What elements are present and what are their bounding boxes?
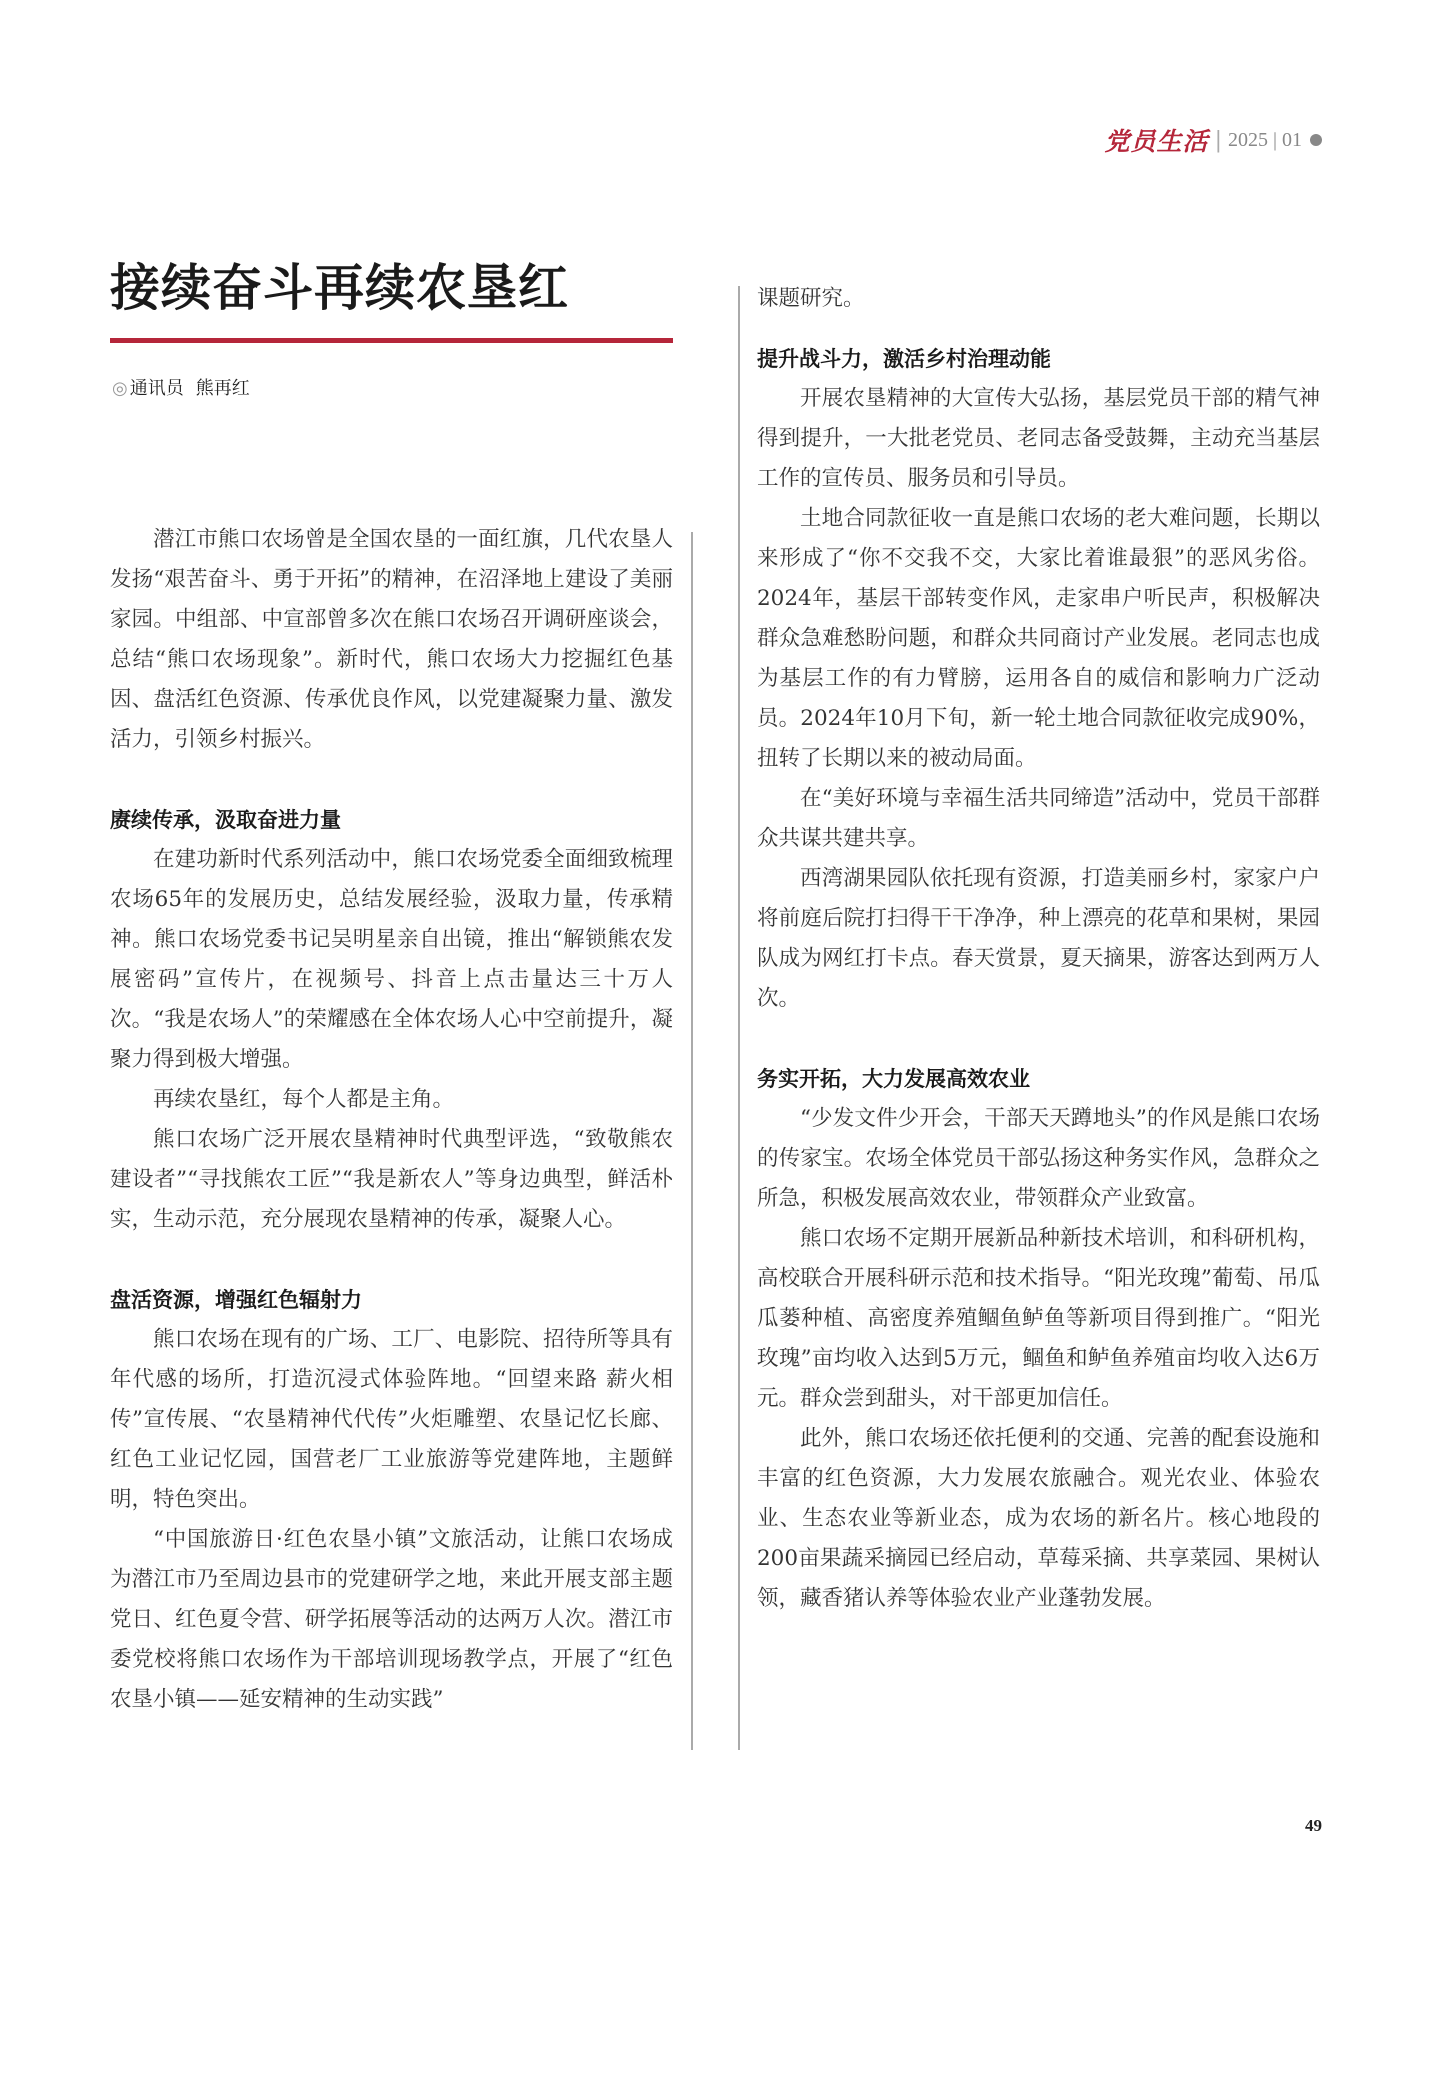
byline xyxy=(112,374,250,400)
paragraph: 土地合同款征收一直是熊口农场的老大难问题，长期以来形成了“你不交我不交，大家比着谁最狠”的恶风劣俗。2024年，基层干部转变作风，走家串户听民声，积极解决群众急难愁盼问题，和群众共同商讨产业发展。老同志也成为基层工作的有力臂膀，运用各自的威信和影响力广泛动员。2024年10月下旬，新一轮土地合同款征收完成90%，扭转了长期以来的被动局面。 xyxy=(757,506,1320,771)
paragraph: 课题研究。 xyxy=(757,286,865,311)
issue-number: 2025 | 01 xyxy=(1227,128,1302,151)
paragraph: 潜江市熊口农场曾是全国农垦的一面红旗，几代农垦人发扬“艰苦奋斗、勇于开拓”的精神，在沼泽地上建设了美丽家园。中组部、中宣部曾多次在熊口农场召开调研座谈会，总结“熊口农场现象”。新时代，熊口农场大力挖掘红色基因、盘活红色资源、传承优良作风，以党建凝聚力量、激发活力，引领乡村振兴。 xyxy=(110,527,673,752)
paragraph: 在建功新时代系列活动中，熊口农场党委全面细致梳理农场65年的发展历史，总结发展经验，汲取力量，传承精神。熊口农场党委书记吴明星亲自出镜，推出“解锁熊农发展密码”宣传片，在视频号、抖音上点击量达三十万人次。“我是农场人”的荣耀感在全体农场人心中空前提升，凝聚力得到极大增强。 xyxy=(110,847,673,1072)
paragraph: 此外，熊口农场还依托便利的交通、完善的配套设施和丰富的红色资源，大力发展农旅融合。观光农业、体验农业、生态农业等新业态，成为农场的新名片。核心地段的200亩果蔬采摘园已经启动，草莓采摘、共享菜园、果树认领，藏香猪认养等体验农业产业蓬勃发展。 xyxy=(757,1426,1320,1611)
byline-role: 通讯员 xyxy=(129,378,184,399)
section-heading: 盘活资源，增强红色辐射力 xyxy=(110,1288,362,1312)
left-column xyxy=(110,520,673,1720)
section-heading: 务实开拓，大力发展高效农业 xyxy=(757,1067,1030,1091)
column-divider xyxy=(691,532,693,1750)
masthead xyxy=(1105,122,1322,158)
title-underline xyxy=(110,338,673,343)
byline-author: 熊再红 xyxy=(195,378,250,399)
byline-mark-icon: ◎ xyxy=(112,378,128,399)
right-column xyxy=(757,279,1320,1619)
column-divider xyxy=(738,286,740,1750)
paragraph: 西湾湖果园队依托现有资源，打造美丽乡村，家家户户将前庭后院打扫得干干净净，种上漂亮的花草和果树，果园队成为网红打卡点。春天赏景，夏天摘果，游客达到两万人次。 xyxy=(757,866,1320,1011)
paragraph: 开展农垦精神的大宣传大弘扬，基层党员干部的精气神得到提升，一大批老党员、老同志备受鼓舞，主动充当基层工作的宣传员、服务员和引导员。 xyxy=(757,386,1320,491)
page-number: 49 xyxy=(1305,1816,1322,1835)
masthead-separator: | xyxy=(1214,127,1222,153)
article-title: 接续奋斗再续农垦红 xyxy=(110,259,569,317)
bullet-dot-icon xyxy=(1310,134,1322,146)
paragraph: 熊口农场广泛开展农垦精神时代典型评选，“致敬熊农建设者”“寻找熊农工匠”“我是新农人”等身边典型，鲜活朴实，生动示范，充分展现农垦精神的传承，凝聚人心。 xyxy=(110,1127,673,1232)
section-heading: 提升战斗力，激活乡村治理动能 xyxy=(757,347,1051,371)
paragraph: 熊口农场在现有的广场、工厂、电影院、招待所等具有年代感的场所，打造沉浸式体验阵地。“回望来路 薪火相传”宣传展、“农垦精神代代传”火炬雕塑、农垦记忆长廊、红色工业记忆园，国营老厂工业旅游等党建阵地，主题鲜明，特色突出。 xyxy=(110,1327,673,1512)
paragraph: 熊口农场不定期开展新品种新技术培训，和科研机构，高校联合开展科研示范和技术指导。“阳光玫瑰”葡萄、吊瓜瓜蒌种植、高密度养殖鲴鱼鲈鱼等新项目得到推广。“阳光玫瑰”亩均收入达到5万元，鲴鱼和鲈鱼养殖亩均收入达6万元。群众尝到甜头，对干部更加信任。 xyxy=(757,1226,1320,1411)
paragraph: 在“美好环境与幸福生活共同缔造”活动中，党员干部群众共谋共建共享。 xyxy=(757,786,1320,851)
section-heading: 赓续传承，汲取奋进力量 xyxy=(110,808,341,832)
paragraph: 再续农垦红，每个人都是主角。 xyxy=(153,1087,455,1112)
paragraph: “中国旅游日·红色农垦小镇”文旅活动，让熊口农场成为潜江市乃至周边县市的党建研学之地，来此开展支部主题党日、红色夏令营、研学拓展等活动的达两万人次。潜江市委党校将熊口农场作为干部培训现场教学点，开展了“红色农垦小镇——延安精神的生动实践” xyxy=(110,1527,673,1712)
paragraph: “少发文件少开会，干部天天蹲地头”的作风是熊口农场的传家宝。农场全体党员干部弘扬这种务实作风，急群众之所急，积极发展高效农业，带领群众产业致富。 xyxy=(757,1106,1320,1211)
magazine-name: 党员生活 xyxy=(1104,127,1209,156)
